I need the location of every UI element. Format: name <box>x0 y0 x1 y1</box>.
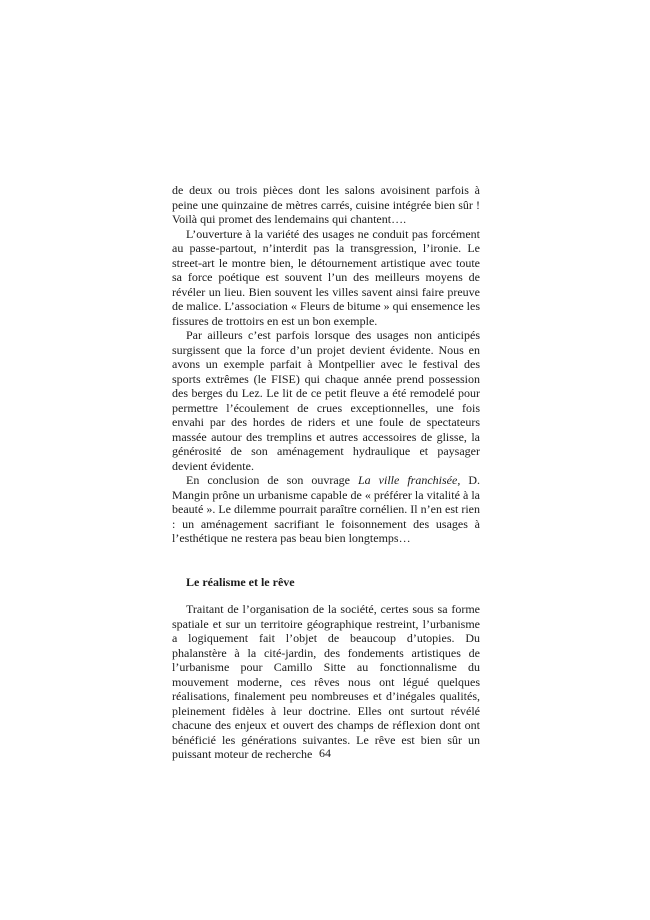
section-heading: Le réalisme et le rêve <box>186 574 295 589</box>
book-title: La ville franchisée <box>357 473 458 487</box>
paragraph-conclusion <box>172 473 480 546</box>
conclusion-rest: , D. Mangin prône un urbanisme capable de « préférer la vitalité à la beauté ». Le dilemme pourrait paraître cornélien. Il n’en est rien : un aménagement sacrifiant le foisonnement des usages à l’esthétique ne restera pas beau bien longtemps… <box>172 473 480 545</box>
page-number: 64 <box>319 746 331 760</box>
paragraph-fise-montpellier: Par ailleurs c’est parfois lorsque des usages non anticipés surgissent que la force d’un projet devient évidente. Nous en avons un exemple parfait à Montpellier avec le festival des sports extrêmes (le FISE) qui chaque année prend possession des berges du Lez. Le lit de ce petit fleuve a été remodelé pour permettre l’écoulement de crues exceptionnelles, une fois envahi par des hordes de riders et une foule de spectateurs massée autour des tremplins et autres accessoires de glisse, la générosité de son aménagement hydraulique et paysager devient évidente. <box>172 328 480 473</box>
paragraph-utopias: Traitant de l’organisation de la société, certes sous sa forme spatiale et sur un territoire géographique restreint, l’urbanisme a logiquement fait l’objet de beaucoup d’utopies. Du phalanstère à la cité-jardin, des fondements artistiques de l’urbanisme pour Camillo Sitte au fonctionnalisme du mouvement moderne, ces rêves nous ont légué quelques réalisations, finalement peu nombreuses et d’inégales qualités, pleinement fidèles à leur doctrine. Elles ont surtout révélé chacune des enjeux et ouvert des champs de réflexion dont ont bénéficié les générations suivantes. Le rêve est bien sûr un puissant moteur de recherche <box>172 602 480 761</box>
paragraph-continuation: de deux ou trois pièces dont les salons avoisinent parfois à peine une quinzaine de mètres carrés, cuisine intégrée bien sûr ! Voilà qui promet des lendemains qui chantent…. <box>172 183 480 226</box>
body-text <box>172 183 480 762</box>
conclusion-lead: En conclusion de son ouvrage <box>186 473 358 487</box>
paragraph-street-art: L’ouverture à la variété des usages ne conduit pas forcément au passe-partout, n’interdit pas la transgression, l’ironie. Le street-art le montre bien, le détournement artistique avec toute sa force poétique est souvent l’un des meilleurs moyens de révéler un lieu. Bien souvent les villes savent ainsi faire preuve de malice. L’association « Fleurs de bitume » qui ensemence les fissures de trottoirs en est un bon exemple. <box>172 226 480 328</box>
